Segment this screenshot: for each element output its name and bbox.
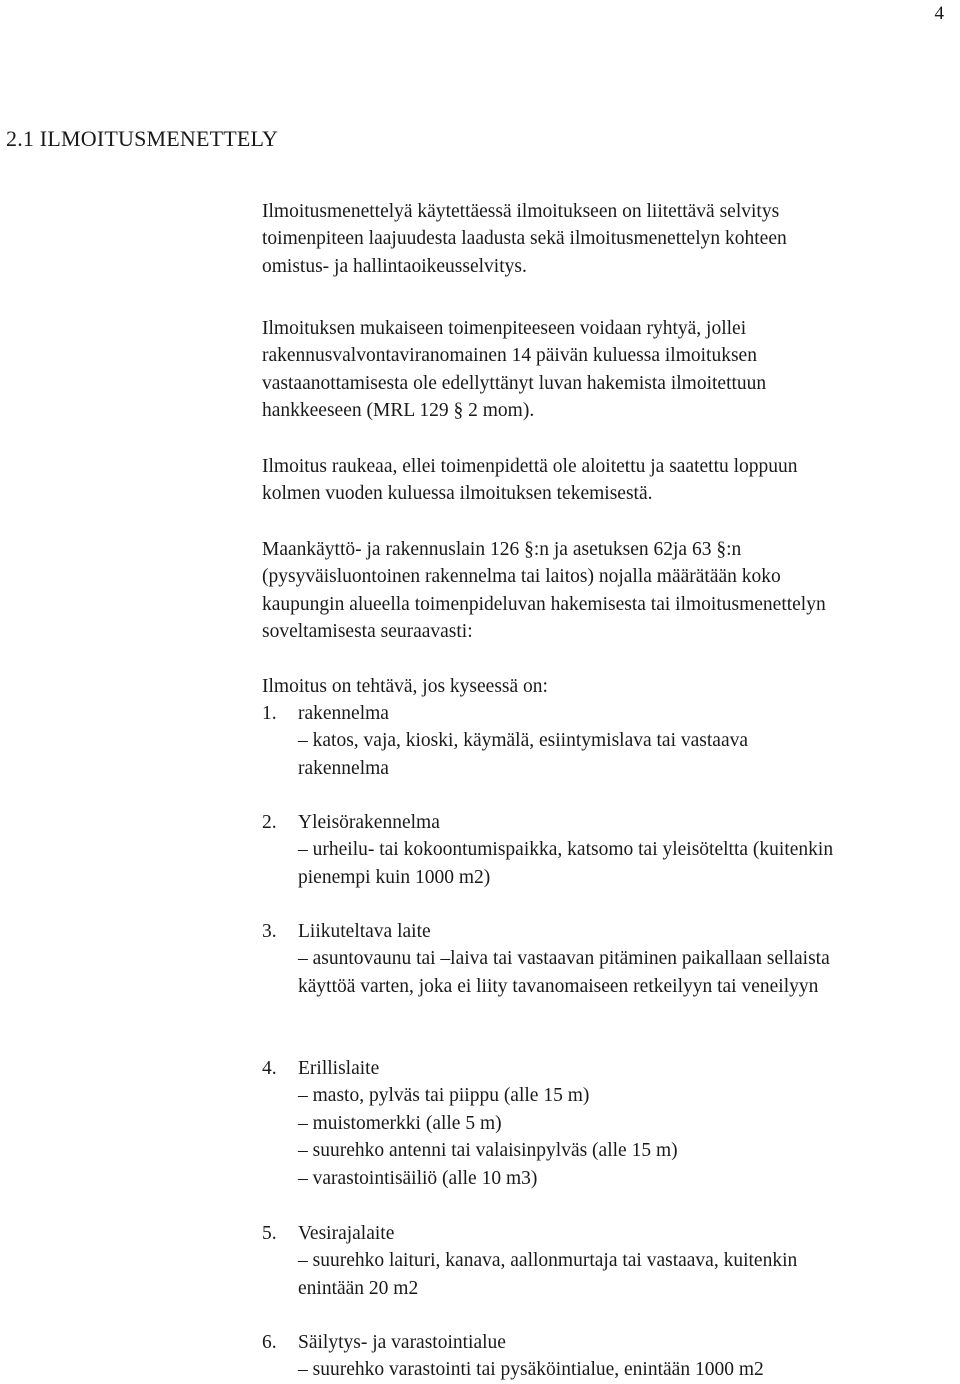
text-line: rakennusvalvontaviranomainen 14 päivän kuluessa ilmoituksen (262, 345, 757, 367)
list-item-title: Yleisörakennelma (298, 812, 440, 833)
list-item (262, 809, 958, 891)
text-line: Maankäyttö- ja rakennuslain 126 §:n ja asetuksen 62ja 63 §:n (262, 539, 742, 560)
text-line: hankkeeseen (MRL 129 § 2 mom). (262, 400, 535, 422)
list-item-detail-cont: pienempi kuin 1000 m2) (298, 866, 491, 888)
list-item (262, 918, 958, 1000)
section-heading: 2.1 ILMOITUSMENETTELY (6, 126, 279, 151)
text-line: (pysyväisluontoinen rakennelma tai laitos) nojalla määrätään koko (262, 566, 781, 588)
paragraph-attachments (262, 198, 958, 280)
list-intro (262, 673, 958, 700)
list-item (262, 1329, 958, 1384)
list-item-number: 5. (262, 1223, 277, 1244)
list-item-number: 4. (262, 1058, 277, 1079)
text-line: Ilmoituksen mukaiseen toimenpiteeseen voidaan ryhtyä, jollei (262, 318, 747, 339)
list-item-title: rakennelma (298, 703, 389, 724)
list-item-detail: – katos, vaja, kioski, käymälä, esiintymislava tai vastaava (298, 730, 749, 752)
list-item-head (262, 1220, 958, 1247)
paragraph-legal-basis (262, 536, 958, 646)
paragraph-expiry (262, 453, 958, 508)
list-item-detail: – masto, pylväs tai piippu (alle 15 m) (298, 1085, 590, 1107)
list-item-title: Erillislaite (298, 1058, 380, 1079)
text-line: Ilmoitus raukeaa, ellei toimenpidettä ole aloitettu ja saatettu loppuun (262, 456, 798, 477)
text-line: kolmen vuoden kuluessa ilmoituksen tekemisestä. (262, 483, 653, 505)
text-line: Ilmoitusmenettelyä käytettäessä ilmoitukseen on liitettävä selvitys (262, 201, 780, 222)
list-item-head (262, 1329, 958, 1356)
text-line: toimenpiteen laajuudesta laadusta sekä ilmoitusmenettelyn kohteen (262, 228, 787, 250)
list-item-detail-cont: enintään 20 m2 (298, 1277, 419, 1299)
list-item-number: 2. (262, 812, 277, 833)
list-item (262, 700, 958, 782)
list-item-detail: – urheilu- tai kokoontumispaikka, katsomo tai yleisöteltta (kuitenkin (298, 839, 834, 861)
list-item-number: 1. (262, 703, 277, 724)
list-item-detail-cont: käyttöä varten, joka ei liity tavanomaiseen retkeilyyn tai veneilyyn (298, 975, 819, 997)
list-item-title: Liikuteltava laite (298, 921, 431, 942)
page-number: 4 (934, 3, 944, 24)
list-item-number: 3. (262, 921, 277, 942)
list-item-detail: – suurehko varastointi tai pysäköintialue, enintään 1000 m2 (298, 1359, 764, 1381)
list-item-title: Vesirajalaite (298, 1223, 395, 1244)
text-line: vastaanottamisesta ole edellyttänyt luvan hakemista ilmoitettuun (262, 372, 767, 394)
list-item-title: Säilytys- ja varastointialue (298, 1332, 506, 1353)
list-item-detail: – suurehko laituri, kanava, aallonmurtaja tai vastaava, kuitenkin (298, 1250, 798, 1272)
list-item-detail: – suurehko antenni tai valaisinpylväs (alle 15 m) (298, 1140, 678, 1162)
text-line: Ilmoitus on tehtävä, jos kyseessä on: (262, 676, 548, 697)
list-item-head (262, 918, 958, 945)
list-item-detail: – asuntovaunu tai –laiva tai vastaavan pitäminen paikallaan sellaista (298, 948, 830, 970)
list-item-detail: – varastointisäiliö (alle 10 m3) (298, 1167, 538, 1189)
text-line: soveltamisesta seuraavasti: (262, 621, 473, 643)
list-item-head (262, 1055, 958, 1082)
list-item-detail-cont: rakennelma (298, 757, 389, 779)
text-line: kaupungin alueella toimenpideluvan hakemisesta tai ilmoitusmenettelyn (262, 593, 826, 615)
text-line: omistus- ja hallintaoikeusselvitys. (262, 255, 527, 277)
list-item (262, 1220, 958, 1302)
list-item-head (262, 809, 958, 836)
paragraph-start-conditions (262, 315, 958, 425)
list-item-head (262, 700, 958, 727)
list-item-number: 6. (262, 1332, 277, 1353)
list-item (262, 1055, 958, 1192)
list-item-detail: – muistomerkki (alle 5 m) (298, 1112, 502, 1134)
